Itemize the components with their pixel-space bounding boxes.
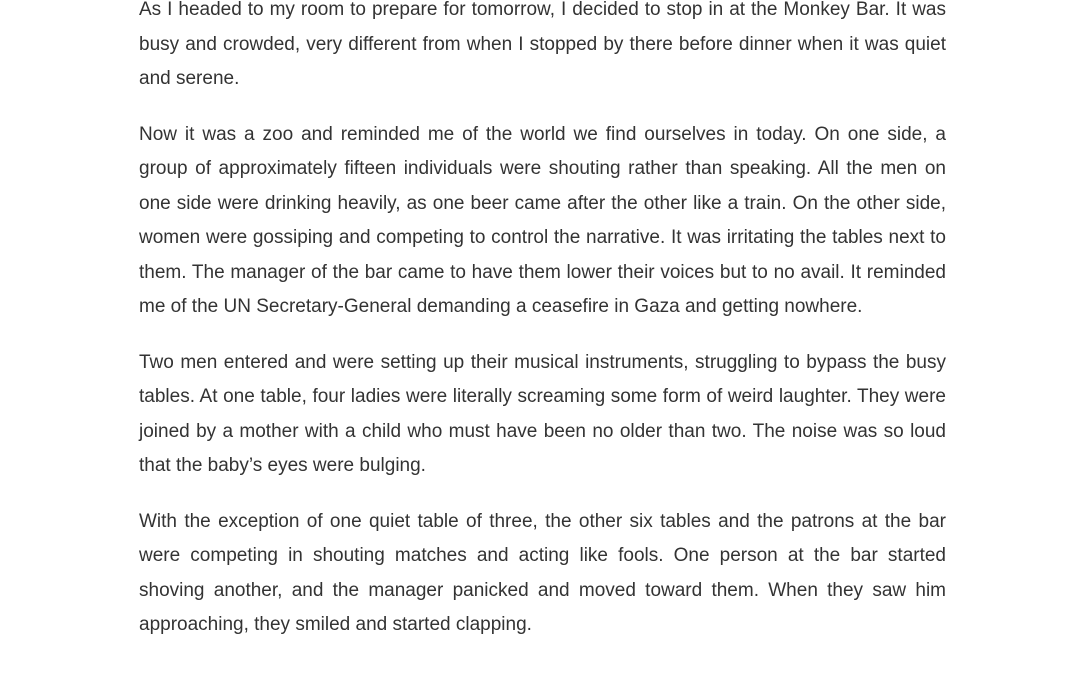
- paragraph-1: As I headed to my room to prepare for tomorrow, I decided to stop in at the Monkey Bar. It was busy and crowded, very different from when I stopped by there before dinner when it was quiet and serene.: [139, 0, 946, 89]
- paragraph-4: With the exception of one quiet table of three, the other six tables and the patrons at the bar were competing in shouting matches and acting like fools. One person at the bar started shoving another, and the manager panicked and moved toward them. When they saw him approaching, they smiled and started clapping.: [139, 510, 946, 635]
- paragraph-3: Two men entered and were setting up their musical instruments, struggling to bypass the busy tables. At one table, four ladies were literally screaming some form of weird laughter. They were joined by a mother with a child who must have been no older than two. The noise was so loud that the baby’s eyes were bulging.: [139, 351, 946, 476]
- paragraph-2: Now it was a zoo and reminded me of the world we find ourselves in today. On one side, a group of approximately fifteen individuals were shouting rather than speaking. All the men on one side were drinking heavily, as one beer came after the other like a train. On the other side, women were gossiping and competing to control the narrative. It was irritating the tables next to them. The manager of the bar came to have them lower their voices but to no avail. It reminded me of the UN Secretary-General demanding a ceasefire in Gaza and getting nowhere.: [139, 123, 946, 317]
- document-body: [139, 0, 946, 664]
